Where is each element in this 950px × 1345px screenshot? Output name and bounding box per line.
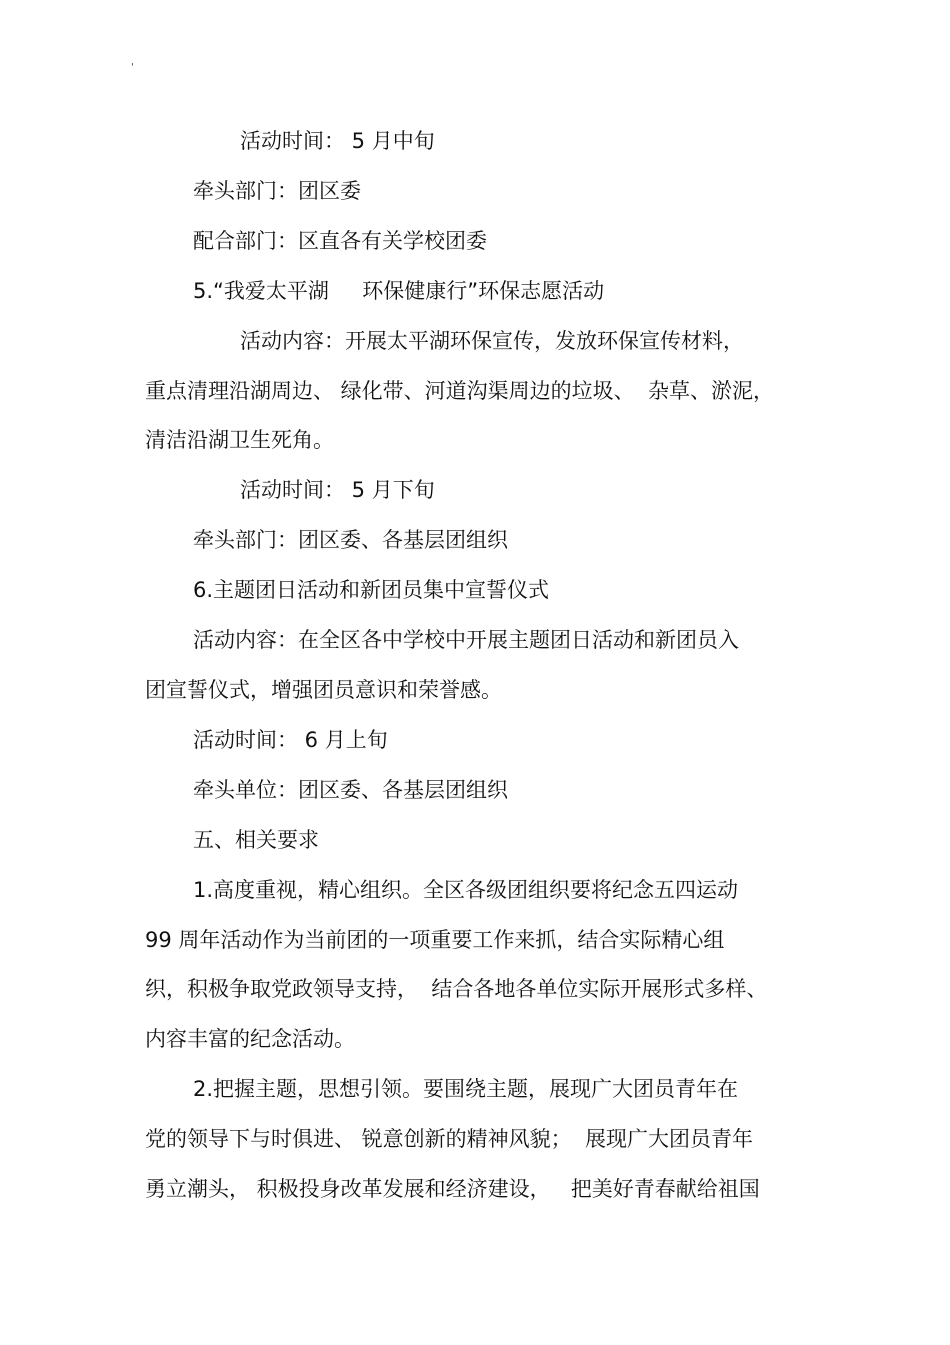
section-heading: 五、相关要求 [193,828,319,852]
activity-content-line: 活动内容：在全区各中学校中开展主题团日活动和新团员入 [193,628,739,652]
paragraph-line: 勇立潮头， 积极投身改革发展和经济建设， 把美好青春献给祖国 [145,1177,760,1201]
activity-time-line: 活动时间： 5 月中旬 [240,129,435,153]
item-6-heading: 6.主题团日活动和新团员集中宣誓仪式 [193,578,550,602]
requirement-1-line: 1.高度重视，精心组织。全区各级团组织要将纪念五四运动 [193,878,739,902]
paragraph-line: 99 周年活动作为当前团的一项重要工作来抓，结合实际精心组 [145,928,725,952]
cooperating-department-line: 配合部门：区直各有关学校团委 [193,229,487,253]
item-5-heading: 5.“我爱太平湖 环保健康行”环保志愿活动 [193,279,605,303]
paragraph-line: 党的领导下与时俱进、 锐意创新的精神风貌； 展现广大团员青年 [145,1127,754,1151]
paragraph-line: 内容丰富的纪念活动。 [145,1027,355,1051]
lead-department-line: 牵头部门：团区委、各基层团组织 [193,528,508,552]
paragraph-line: 织，积极争取党政领导支持， 结合各地各单位实际开展形式多样、 [145,977,768,1001]
paragraph-line: 清洁沿湖卫生死角。 [145,428,334,452]
lead-unit-line: 牵头单位：团区委、各基层团组织 [193,778,508,802]
requirement-2-line: 2.把握主题，思想引领。要围绕主题，展现广大团员青年在 [193,1077,739,1101]
lead-department-line: 牵头部门：团区委 [193,179,361,203]
paragraph-line: 团宣誓仪式，增强团员意识和荣誉感。 [145,678,502,702]
activity-content-line: 活动内容：开展太平湖环保宣传，发放环保宣传材料， [240,329,744,353]
activity-time-line: 活动时间： 6 月上旬 [193,728,388,752]
activity-time-line: 活动时间： 5 月下旬 [240,478,435,502]
corner-mark: ' [131,62,134,73]
paragraph-line: 重点清理沿湖周边、 绿化带、河道沟渠周边的垃圾、 杂草、淤泥， [145,379,775,403]
